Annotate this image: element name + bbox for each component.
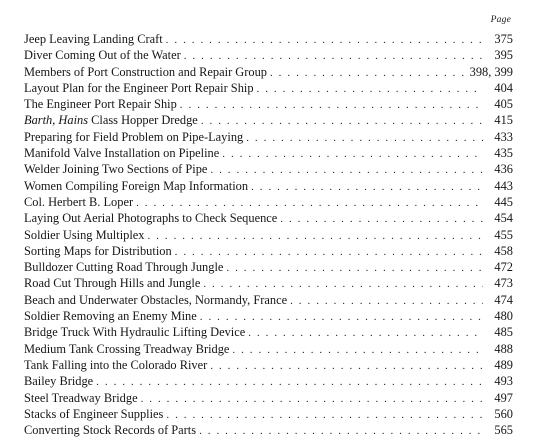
- dot-leader: [184, 48, 483, 64]
- dot-leader: [180, 97, 483, 113]
- entry-title: [24, 292, 290, 308]
- entry-title: [24, 112, 201, 128]
- list-item: [24, 292, 513, 308]
- entry-title: [24, 31, 166, 47]
- entry-page-number: 435: [494, 146, 513, 161]
- entry-title: [24, 324, 248, 340]
- entry-title: [24, 96, 180, 112]
- list-item: [24, 161, 513, 177]
- list-item: [24, 227, 513, 243]
- entry-title-text: Soldier Using Multiplex: [24, 227, 145, 242]
- entry-page-number: 398, 399: [469, 64, 513, 79]
- entry-title: [24, 194, 136, 210]
- list-item: [24, 390, 513, 406]
- list-item: [24, 324, 513, 340]
- entry-title-text: Preparing for Field Problem on Pipe-Laying: [24, 129, 244, 144]
- entry-title: [24, 227, 147, 243]
- list-item: [24, 31, 513, 47]
- entry-title-text: Members of Port Construction and Repair Group: [24, 64, 267, 79]
- entry-title-text: Stacks of Engineer Supplies: [24, 406, 164, 421]
- list-item: [24, 112, 513, 128]
- entry-title-text: Class Hopper Dredge: [88, 113, 198, 128]
- list-item: [24, 422, 513, 438]
- entry-title: [24, 145, 222, 161]
- entry-page-number: 472: [494, 260, 513, 275]
- list-item: [24, 210, 513, 226]
- dot-leader: [257, 81, 483, 97]
- entry-title-italic: Barth, Hains: [24, 113, 89, 128]
- dot-leader: [147, 228, 483, 244]
- list-item: [24, 64, 513, 80]
- entry-title-text: Road Cut Through Hills and Jungle: [24, 276, 201, 291]
- entry-page-number: 489: [494, 357, 513, 372]
- entry-title: [24, 161, 210, 177]
- entry-page-number: 405: [494, 97, 513, 112]
- entry-title: [24, 64, 270, 80]
- entry-page-number: 395: [494, 48, 513, 63]
- entry-title-text: Laying Out Aerial Photographs to Check Sequence: [24, 211, 278, 226]
- list-item: [24, 308, 513, 324]
- dot-leader: [251, 179, 483, 195]
- list-item: [24, 275, 513, 291]
- dot-leader: [226, 260, 483, 276]
- dot-leader: [203, 276, 483, 292]
- entry-title-text: Manifold Valve Installation on Pipeline: [24, 146, 220, 161]
- list-item: [24, 357, 513, 373]
- entry-title: [24, 243, 175, 259]
- dot-leader: [166, 32, 483, 48]
- entry-title-text: Medium Tank Crossing Treadway Bridge: [24, 341, 230, 356]
- dot-leader: [210, 162, 483, 178]
- entry-title: [24, 357, 210, 373]
- entry-title: [24, 275, 203, 291]
- list-item: [24, 80, 513, 96]
- entry-title-text: Converting Stock Records of Parts: [24, 423, 197, 438]
- entry-title-text: Jeep Leaving Landing Craft: [24, 32, 163, 46]
- dot-leader: [201, 113, 483, 129]
- entry-title-text: Bridge Truck With Hydraulic Lifting Device: [24, 325, 246, 340]
- entry-title: [24, 341, 232, 357]
- entry-page-number: 436: [494, 162, 513, 177]
- entry-title: [24, 308, 200, 324]
- entry-title-text: Steel Treadway Bridge: [24, 390, 138, 405]
- illustrations-list: [24, 31, 513, 438]
- entry-title: [24, 390, 141, 406]
- list-item: [24, 341, 513, 357]
- page-column-header: Page: [490, 15, 511, 25]
- dot-leader: [96, 374, 483, 390]
- entry-title-text: Bailey Bridge: [24, 374, 94, 389]
- dot-leader: [200, 309, 483, 325]
- entry-page-number: 493: [494, 374, 513, 389]
- entry-page-number: 480: [494, 309, 513, 324]
- list-item: [24, 406, 513, 422]
- entry-title: [24, 80, 257, 96]
- entry-page-number: 560: [494, 406, 513, 421]
- dot-leader: [136, 195, 483, 211]
- entry-title-text: Tank Falling into the Colorado River: [24, 357, 208, 372]
- entry-title: [24, 178, 251, 194]
- entry-page-number: 415: [494, 113, 513, 128]
- dot-leader: [248, 325, 483, 341]
- dot-leader: [210, 358, 483, 374]
- entry-page-number: 404: [494, 80, 513, 95]
- list-item: [24, 96, 513, 112]
- dot-leader: [175, 244, 483, 260]
- entry-page-number: 497: [494, 390, 513, 405]
- dot-leader: [222, 146, 483, 162]
- list-item: [24, 178, 513, 194]
- list-item: [24, 47, 513, 63]
- entry-page-number: 433: [494, 129, 513, 144]
- entry-title: [24, 210, 280, 226]
- list-item: [24, 259, 513, 275]
- entry-title-text: Col. Herbert B. Loper: [24, 194, 134, 209]
- dot-leader: [280, 211, 483, 227]
- entry-title-text: Welder Joining Two Sections of Pipe: [24, 162, 208, 177]
- entry-title: [24, 422, 199, 438]
- dot-leader: [166, 407, 483, 423]
- entry-page-number: 485: [494, 325, 513, 340]
- entry-page-number: 565: [494, 423, 513, 438]
- entry-title-text: Layout Plan for the Engineer Port Repair Ship: [24, 80, 254, 95]
- entry-title-text: The Engineer Port Repair Ship: [24, 97, 177, 112]
- entry-page-number: 445: [494, 194, 513, 209]
- entry-title-text: Beach and Underwater Obstacles, Normandy, France: [24, 292, 288, 307]
- entry-page-number: 473: [494, 276, 513, 291]
- dot-leader: [270, 65, 466, 81]
- entry-title-text: Sorting Maps for Distribution: [24, 243, 172, 258]
- dot-leader: [246, 130, 483, 146]
- entry-page-number: 488: [494, 341, 513, 356]
- dot-leader: [199, 423, 483, 439]
- entry-title-text: Diver Coming Out of the Water: [24, 48, 181, 63]
- list-item: [24, 243, 513, 259]
- entry-title: [24, 259, 226, 275]
- entry-page-number: 375: [494, 32, 513, 46]
- dot-leader: [141, 391, 483, 407]
- list-item: [24, 129, 513, 145]
- list-item: [24, 145, 513, 161]
- entry-page-number: 454: [494, 211, 513, 226]
- dot-leader: [290, 293, 483, 309]
- dot-leader: [232, 342, 483, 358]
- entry-title: [24, 406, 166, 422]
- entry-title-text: Bulldozer Cutting Road Through Jungle: [24, 260, 224, 275]
- entry-title: [24, 129, 246, 145]
- list-item: [24, 194, 513, 210]
- entry-page-number: 455: [494, 227, 513, 242]
- entry-title: [24, 47, 184, 63]
- entry-page-number: 458: [494, 243, 513, 258]
- entry-page-number: 443: [494, 178, 513, 193]
- entry-title-text: Women Compiling Foreign Map Information: [24, 178, 249, 193]
- entry-page-number: 474: [494, 292, 513, 307]
- entry-title: [24, 373, 96, 389]
- entry-title-text: Soldier Removing an Enemy Mine: [24, 309, 197, 324]
- list-item: [24, 373, 513, 389]
